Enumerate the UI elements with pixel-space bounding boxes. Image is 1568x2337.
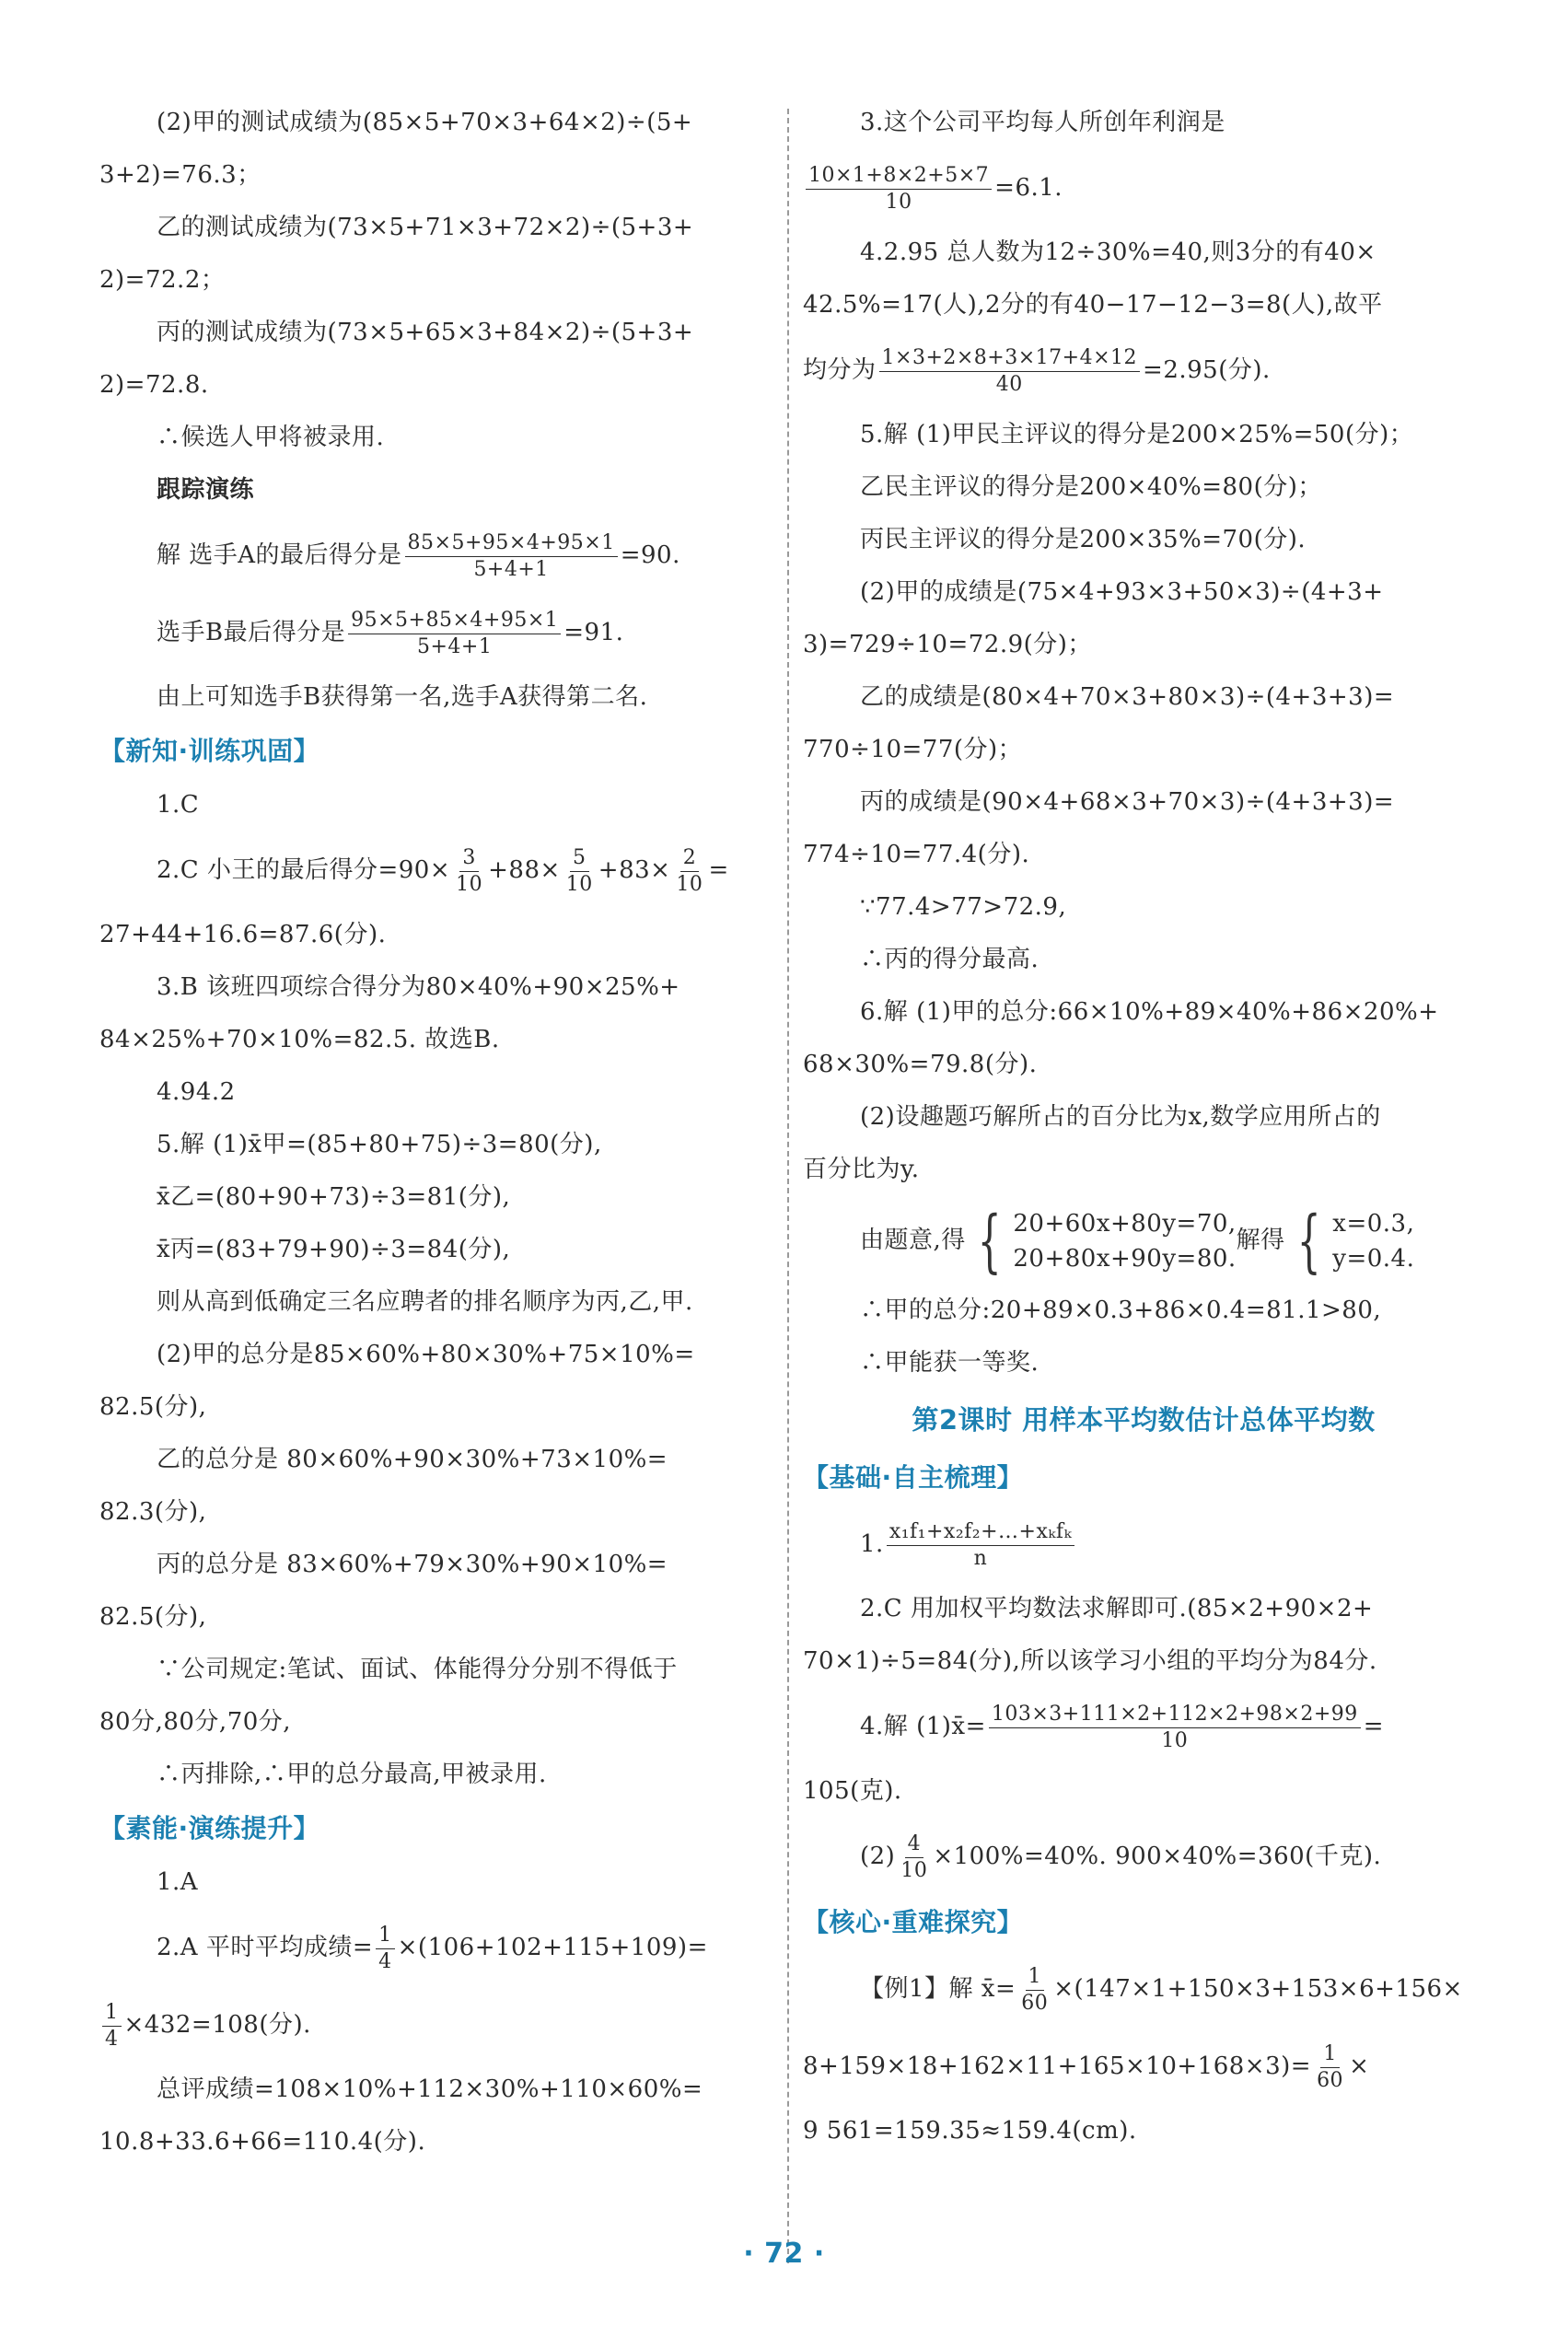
formula-line — [803, 1818, 1484, 1895]
brace-glyph: { — [977, 1202, 1002, 1281]
text-line: 乙的总分是 80×60%+90×30%+73×10%= — [157, 1446, 668, 1473]
solution-row: y=0.4. — [1332, 1245, 1415, 1273]
fraction — [376, 1923, 395, 1975]
text-line: (2)甲的总分是85×60%+80×30%+75×10%= — [157, 1341, 695, 1368]
brace-glyph: { — [1296, 1202, 1321, 1281]
formula-line — [99, 1909, 781, 1986]
fraction-denominator: 10 — [565, 872, 593, 896]
formula-prefix: 2.A 平时平均成绩= — [157, 1934, 374, 1961]
text-line: 68×30%=79.8(分). — [803, 1051, 1038, 1078]
text-line: 82.3(分), — [99, 1498, 207, 1526]
fraction-numerator: 1 — [102, 2000, 122, 2027]
text-line: 82.5(分), — [99, 1393, 207, 1421]
right-column — [803, 97, 1484, 2157]
fraction — [102, 2000, 122, 2052]
formula-prefix: 均分为 — [803, 356, 877, 384]
fraction-numerator: 2 — [680, 845, 700, 872]
formula-suffix: =2.95(分). — [1143, 356, 1271, 384]
formula-prefix: 【例1】解 x̄= — [860, 1975, 1016, 2003]
text-line: 774÷10=77.4(分). — [803, 841, 1030, 868]
fraction — [348, 608, 561, 660]
fraction-denominator: 60 — [1317, 2068, 1344, 2092]
text-line: 3+2)=76.3； — [99, 161, 261, 189]
column-divider — [787, 109, 789, 2263]
formula-line — [99, 1986, 781, 2064]
text-line: 百分比为y. — [803, 1156, 920, 1183]
text-line: 1.A — [157, 1868, 199, 1896]
text-line: 2)=72.2； — [99, 266, 226, 294]
fraction-denominator: 10 — [1161, 1728, 1189, 1752]
fraction — [806, 163, 992, 215]
fraction — [673, 845, 705, 898]
formula-suffix: × — [1349, 2052, 1370, 2080]
text-line: ∴甲能获一等奖. — [860, 1349, 1040, 1377]
formula-line — [99, 594, 781, 671]
fraction-denominator: 4 — [378, 1949, 392, 1973]
fraction-numerator: x₁f₁+x₂f₂+…+xₖfₖ — [887, 1519, 1074, 1546]
formula-line — [803, 331, 1484, 409]
formula-part: +83× — [598, 856, 671, 884]
text-line: 2.C 用加权平均数法求解即可.(85×2+90×2+ — [860, 1595, 1374, 1622]
fraction — [989, 1702, 1361, 1754]
text-line: 3.B 该班四项综合得分为80×40%+90×25%+ — [157, 973, 680, 1001]
fraction — [453, 845, 485, 898]
formula-line — [803, 2028, 1484, 2105]
formula-suffix: =90. — [620, 541, 680, 569]
fraction — [1314, 2041, 1346, 2094]
fraction-denominator: 4 — [105, 2027, 119, 2051]
fraction-numerator: 5 — [570, 845, 589, 872]
text-line: 3)=729÷10=72.9(分)； — [803, 631, 1092, 658]
formula-line — [803, 1506, 1484, 1583]
text-line: 2)=72.8. — [99, 371, 209, 399]
text-line: 770÷10=77(分)； — [803, 736, 1023, 763]
text-line: 1.C — [157, 791, 200, 819]
fraction-denominator: 10 — [900, 1858, 928, 1882]
text-line: 5.解 (1)甲民主评议的得分是200×25%=50(分)； — [860, 421, 1414, 448]
fraction-denominator: 10 — [885, 190, 912, 214]
text-line: 105(克). — [803, 1777, 902, 1805]
text-line: 3.这个公司平均每人所创年利润是 — [860, 109, 1225, 136]
fraction-denominator: 10 — [456, 872, 483, 896]
text-line: 4.2.95 总人数为12÷30%=40,则3分的有40× — [860, 238, 1376, 266]
fraction-denominator: 60 — [1021, 1991, 1049, 2015]
formula-part: +88× — [488, 856, 561, 884]
formula-prefix: 解 选手A的最后得分是 — [157, 541, 402, 569]
formula-suffix: =91. — [563, 619, 624, 646]
fraction-numerator: 1 — [376, 1923, 395, 1949]
text-line: 丙的总分是 83×60%+79×30%+90×10%= — [157, 1551, 668, 1578]
fraction — [1018, 1964, 1051, 2017]
text-line: (2)甲的成绩是(75×4+93×3+50×3)÷(4+3+ — [860, 578, 1384, 606]
fraction-numerator: 3 — [459, 845, 479, 872]
solution-system — [1285, 1202, 1415, 1281]
formula-part: 解得 — [1236, 1227, 1285, 1254]
fraction — [879, 345, 1141, 398]
text-line: (2)甲的测试成绩为(85×5+70×3+64×2)÷(5+ — [157, 109, 693, 136]
section-heading: 【核心·重难探究】 — [803, 1907, 1024, 1937]
text-line: (2)设趣题巧解所占的百分比为x,数学应用所占的 — [860, 1103, 1381, 1131]
formula-line — [99, 517, 781, 594]
formula-suffix: =6.1. — [994, 174, 1063, 202]
formula-line — [803, 149, 1484, 227]
formula-suffix: = — [708, 856, 729, 884]
fraction-numerator: 4 — [905, 1831, 924, 1858]
text-line: ∴丙排除,∴甲的总分最高,甲被录用. — [157, 1761, 547, 1788]
section-heading: 【新知·训练巩固】 — [99, 736, 320, 766]
fraction-denominator: 5+4+1 — [473, 557, 549, 581]
text-line: 4.94.2 — [157, 1078, 236, 1106]
text-line: 27+44+16.6=87.6(分). — [99, 921, 387, 948]
text-line: 则从高到低确定三名应聘者的排名顺序为丙,乙,甲. — [157, 1288, 693, 1316]
formula-prefix: (2) — [860, 1843, 896, 1870]
equation-row: 20+80x+90y=80. — [1013, 1245, 1237, 1273]
fraction — [887, 1519, 1074, 1572]
text-line: 82.5(分), — [99, 1603, 207, 1631]
equation-system-line — [803, 1196, 1484, 1285]
formula-suffix: ×100%=40%. 900×40%=360(千克). — [933, 1843, 1382, 1870]
formula-suffix: ×(147×1+150×3+153×6+156× — [1053, 1975, 1463, 2003]
subheading-practice: 跟踪演练 — [157, 476, 255, 504]
text-line: ∴候选人甲将被录用. — [157, 424, 385, 451]
fraction-numerator: 103×3+111×2+112×2+98×2+99 — [989, 1702, 1361, 1728]
fraction-numerator: 1 — [1026, 1964, 1045, 1991]
section-heading: 【素能·演练提升】 — [99, 1813, 320, 1843]
text-line: 总评成绩=108×10%+112×30%+110×60%= — [157, 2075, 703, 2103]
formula-prefix: 选手B最后得分是 — [157, 619, 346, 646]
text-line: 丙民主评议的得分是200×35%=70(分). — [860, 526, 1307, 553]
fraction-numerator: 1 — [1320, 2041, 1340, 2068]
page-number: · 72 · — [743, 2238, 825, 2270]
formula-suffix: ×432=108(分). — [123, 2011, 311, 2039]
solution-row: x=0.3, — [1332, 1210, 1415, 1238]
text-line: ∵77.4>77>72.9, — [860, 893, 1067, 921]
text-line: ∴甲的总分:20+89×0.3+86×0.4=81.1>80, — [860, 1296, 1382, 1324]
formula-suffix: = — [1363, 1713, 1385, 1740]
fraction-denominator: n — [973, 1546, 988, 1570]
fraction-denominator: 40 — [995, 372, 1023, 396]
fraction-denominator: 10 — [676, 872, 703, 896]
text-line: 丙的成绩是(90×4+68×3+70×3)÷(4+3+3)= — [860, 788, 1395, 816]
text-line: 丙的测试成绩为(73×5+65×3+84×2)÷(5+3+ — [157, 319, 694, 346]
text-line: 42.5%=17(人),2分的有40−17−12−3=8(人),故平 — [803, 291, 1383, 319]
formula-prefix: 由题意,得 — [860, 1227, 966, 1254]
formula-prefix: 1. — [860, 1530, 884, 1558]
text-line: 10.8+33.6+66=110.4(分). — [99, 2128, 426, 2156]
text-line: 5.解 (1)x̄甲=(85+80+75)÷3=80(分), — [157, 1131, 602, 1158]
formula-line — [803, 1950, 1484, 2028]
formula-prefix: 2.C 小王的最后得分=90× — [157, 856, 451, 884]
fraction-numerator: 10×1+8×2+5×7 — [806, 163, 992, 190]
text-line: 9 561=159.35≈159.4(cm). — [803, 2117, 1137, 2145]
text-line: 乙的成绩是(80×4+70×3+80×3)÷(4+3+3)= — [860, 683, 1395, 711]
formula-line — [803, 1688, 1484, 1765]
fraction-numerator: 85×5+95×4+95×1 — [405, 530, 618, 557]
text-line: ∵公司规定:笔试、面试、体能得分分别不得低于 — [157, 1656, 678, 1683]
text-line: 70×1)÷5=84(分),所以该学习小组的平均分为84分. — [803, 1647, 1377, 1675]
equation-row: 20+60x+80y=70, — [1013, 1210, 1237, 1238]
text-line: 由上可知选手B获得第一名,选手A获得第二名. — [157, 683, 648, 711]
text-line: x̄乙=(80+90+73)÷3=81(分), — [157, 1183, 511, 1211]
left-column — [99, 97, 781, 2168]
fraction — [405, 530, 618, 583]
fraction-numerator: 1×3+2×8+3×17+4×12 — [879, 345, 1141, 372]
fraction-numerator: 95×5+85×4+95×1 — [348, 608, 561, 634]
text-line: 乙的测试成绩为(73×5+71×3+72×2)÷(5+3+ — [157, 214, 694, 241]
fraction — [898, 1831, 930, 1884]
fraction-denominator: 5+4+1 — [417, 634, 493, 658]
text-line: x̄丙=(83+79+90)÷3=84(分), — [157, 1236, 511, 1263]
fraction — [563, 845, 596, 898]
text-line: ∴丙的得分最高. — [860, 946, 1040, 973]
text-line: 80分,80分,70分, — [99, 1708, 292, 1736]
lesson-title: 第2课时 用样本平均数估计总体平均数 — [912, 1404, 1376, 1436]
text-line: 84×25%+70×10%=82.5. 故选B. — [99, 1026, 500, 1053]
formula-line — [99, 831, 781, 909]
equation-system — [966, 1202, 1237, 1281]
formula-prefix: 8+159×18+162×11+165×10+168×3)= — [803, 2052, 1312, 2080]
formula-suffix: ×(106+102+115+109)= — [397, 1934, 708, 1961]
text-line: 6.解 (1)甲的总分:66×10%+89×40%+86×20%+ — [860, 998, 1439, 1026]
section-heading: 【基础·自主梳理】 — [803, 1462, 1024, 1493]
text-line: 乙民主评议的得分是200×40%=80(分)； — [860, 473, 1322, 501]
formula-prefix: 4.解 (1)x̄= — [860, 1713, 986, 1740]
